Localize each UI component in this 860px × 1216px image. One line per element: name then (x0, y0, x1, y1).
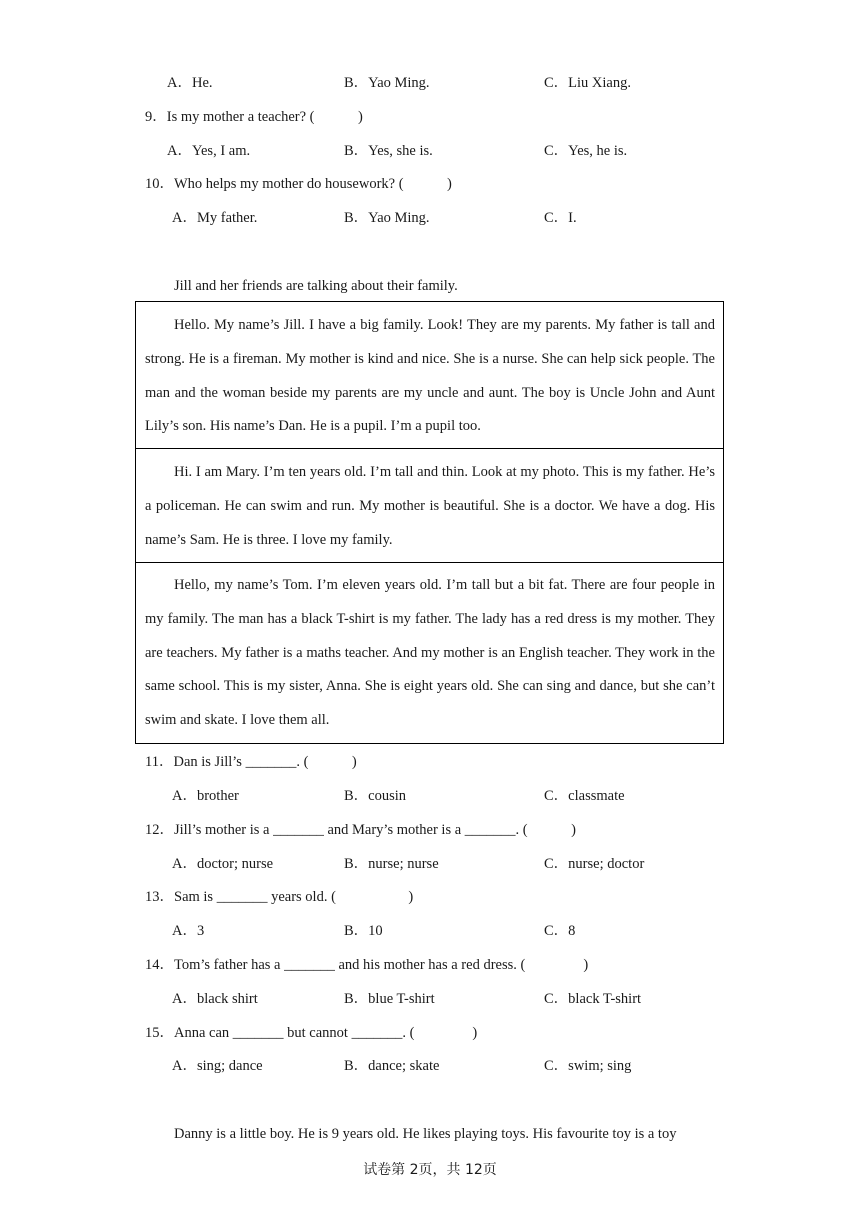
question-number: 12． (145, 822, 174, 838)
q12-option-b: B．nurse; nurse (344, 856, 439, 872)
page-footer: 试卷第 2页，共 12页 (363, 1162, 497, 1178)
q14-option-c: C．black T-shirt (544, 991, 642, 1007)
question-stem: Tom’s father has a _______ and his mother has a red dress. ( ) (174, 957, 589, 973)
q10-option-c: C．I. (544, 210, 577, 226)
q13-option-a: A．3 (172, 923, 205, 939)
passage-box-jill (135, 301, 724, 449)
q11-option-a: A．brother (172, 788, 239, 804)
q9-option-a: A．Yes, I am. (167, 143, 251, 159)
q15-option-b: B．dance; skate (344, 1058, 440, 1074)
question-stem: Anna can _______ but cannot _______. ( ) (174, 1025, 478, 1041)
passage-box-mary (135, 449, 724, 563)
passage-box-tom (135, 563, 724, 744)
q8-option-c: C．Liu Xiang. (544, 75, 631, 91)
question-number: 9． (145, 109, 167, 125)
question-10 (145, 174, 452, 194)
q9-option-b: B．Yes, she is. (344, 143, 433, 159)
q8-option-b: B．Yao Ming. (344, 75, 430, 91)
question-number: 10． (145, 176, 174, 192)
q13-option-b: B．10 (344, 923, 383, 939)
question-number: 14． (145, 957, 174, 973)
q12-option-c: C．nurse; doctor (544, 856, 645, 872)
q11-option-c: C．classmate (544, 788, 625, 804)
next-passage-text: Danny is a little boy. He is 9 years old. He likes playing toys. His favourite toy is a toy (174, 1126, 677, 1142)
passage-text: Hello, my name’s Tom. I’m eleven years old. I’m tall but a bit fat. There are four people in my family. The man has a black T-shirt is my father. The lady has a red dress is my mother. They are teachers. My father is a maths teacher. And my mother is an English teacher. They work in the same school. This is my sister, Anna. She is eight years old. She can sing and dance, but she can’t swim and skate. I love them all. (145, 577, 715, 729)
question-number: 11． (145, 754, 174, 770)
q14-option-a: A．black shirt (172, 991, 258, 1007)
passage-text: Hi. I am Mary. I’m ten years old. I’m tall and thin. Look at my photo. This is my father. He’s a policeman. He can swim and run. My mother is beautiful. She is a doctor. We have a dog. His name’s Sam. He is three. I love my family. (145, 464, 715, 548)
passage-intro: Jill and her friends are talking about their family. (174, 278, 458, 294)
q15-option-c: C．swim; sing (544, 1058, 632, 1074)
question-stem: Jill’s mother is a _______ and Mary’s mother is a _______. ( ) (174, 822, 576, 838)
q13-option-c: C．8 (544, 923, 576, 939)
question-15 (145, 1023, 477, 1043)
question-stem: Who helps my mother do housework? ( ) (174, 176, 452, 192)
question-11 (145, 752, 357, 772)
question-9 (145, 107, 363, 127)
question-stem: Dan is Jill’s _______. ( ) (173, 754, 357, 770)
q9-option-c: C．Yes, he is. (544, 143, 628, 159)
q15-option-a: A．sing; dance (172, 1058, 263, 1074)
passage-text: Hello. My name’s Jill. I have a big family. Look! They are my parents. My father is tall and strong. He is a fireman. My mother is kind and nice. She is a nurse. She can help sick people. The man and the woman beside my parents are my uncle and aunt. The boy is Uncle John and Aunt Lily’s son. His name’s Dan. He is a pupil. I’m a pupil too. (145, 317, 715, 435)
question-13 (145, 887, 413, 907)
q8-option-a: A．He. (167, 75, 213, 91)
q12-option-a: A．doctor; nurse (172, 856, 274, 872)
question-number: 15． (145, 1025, 174, 1041)
question-12 (145, 820, 576, 840)
q10-option-a: A．My father. (172, 210, 258, 226)
q10-option-b: B．Yao Ming. (344, 210, 430, 226)
question-stem: Sam is _______ years old. ( ) (174, 889, 414, 905)
question-number: 13． (145, 889, 174, 905)
q11-option-b: B．cousin (344, 788, 407, 804)
q14-option-b: B．blue T-shirt (344, 991, 435, 1007)
question-14 (145, 955, 588, 975)
question-stem: Is my mother a teacher? ( ) (166, 109, 363, 125)
